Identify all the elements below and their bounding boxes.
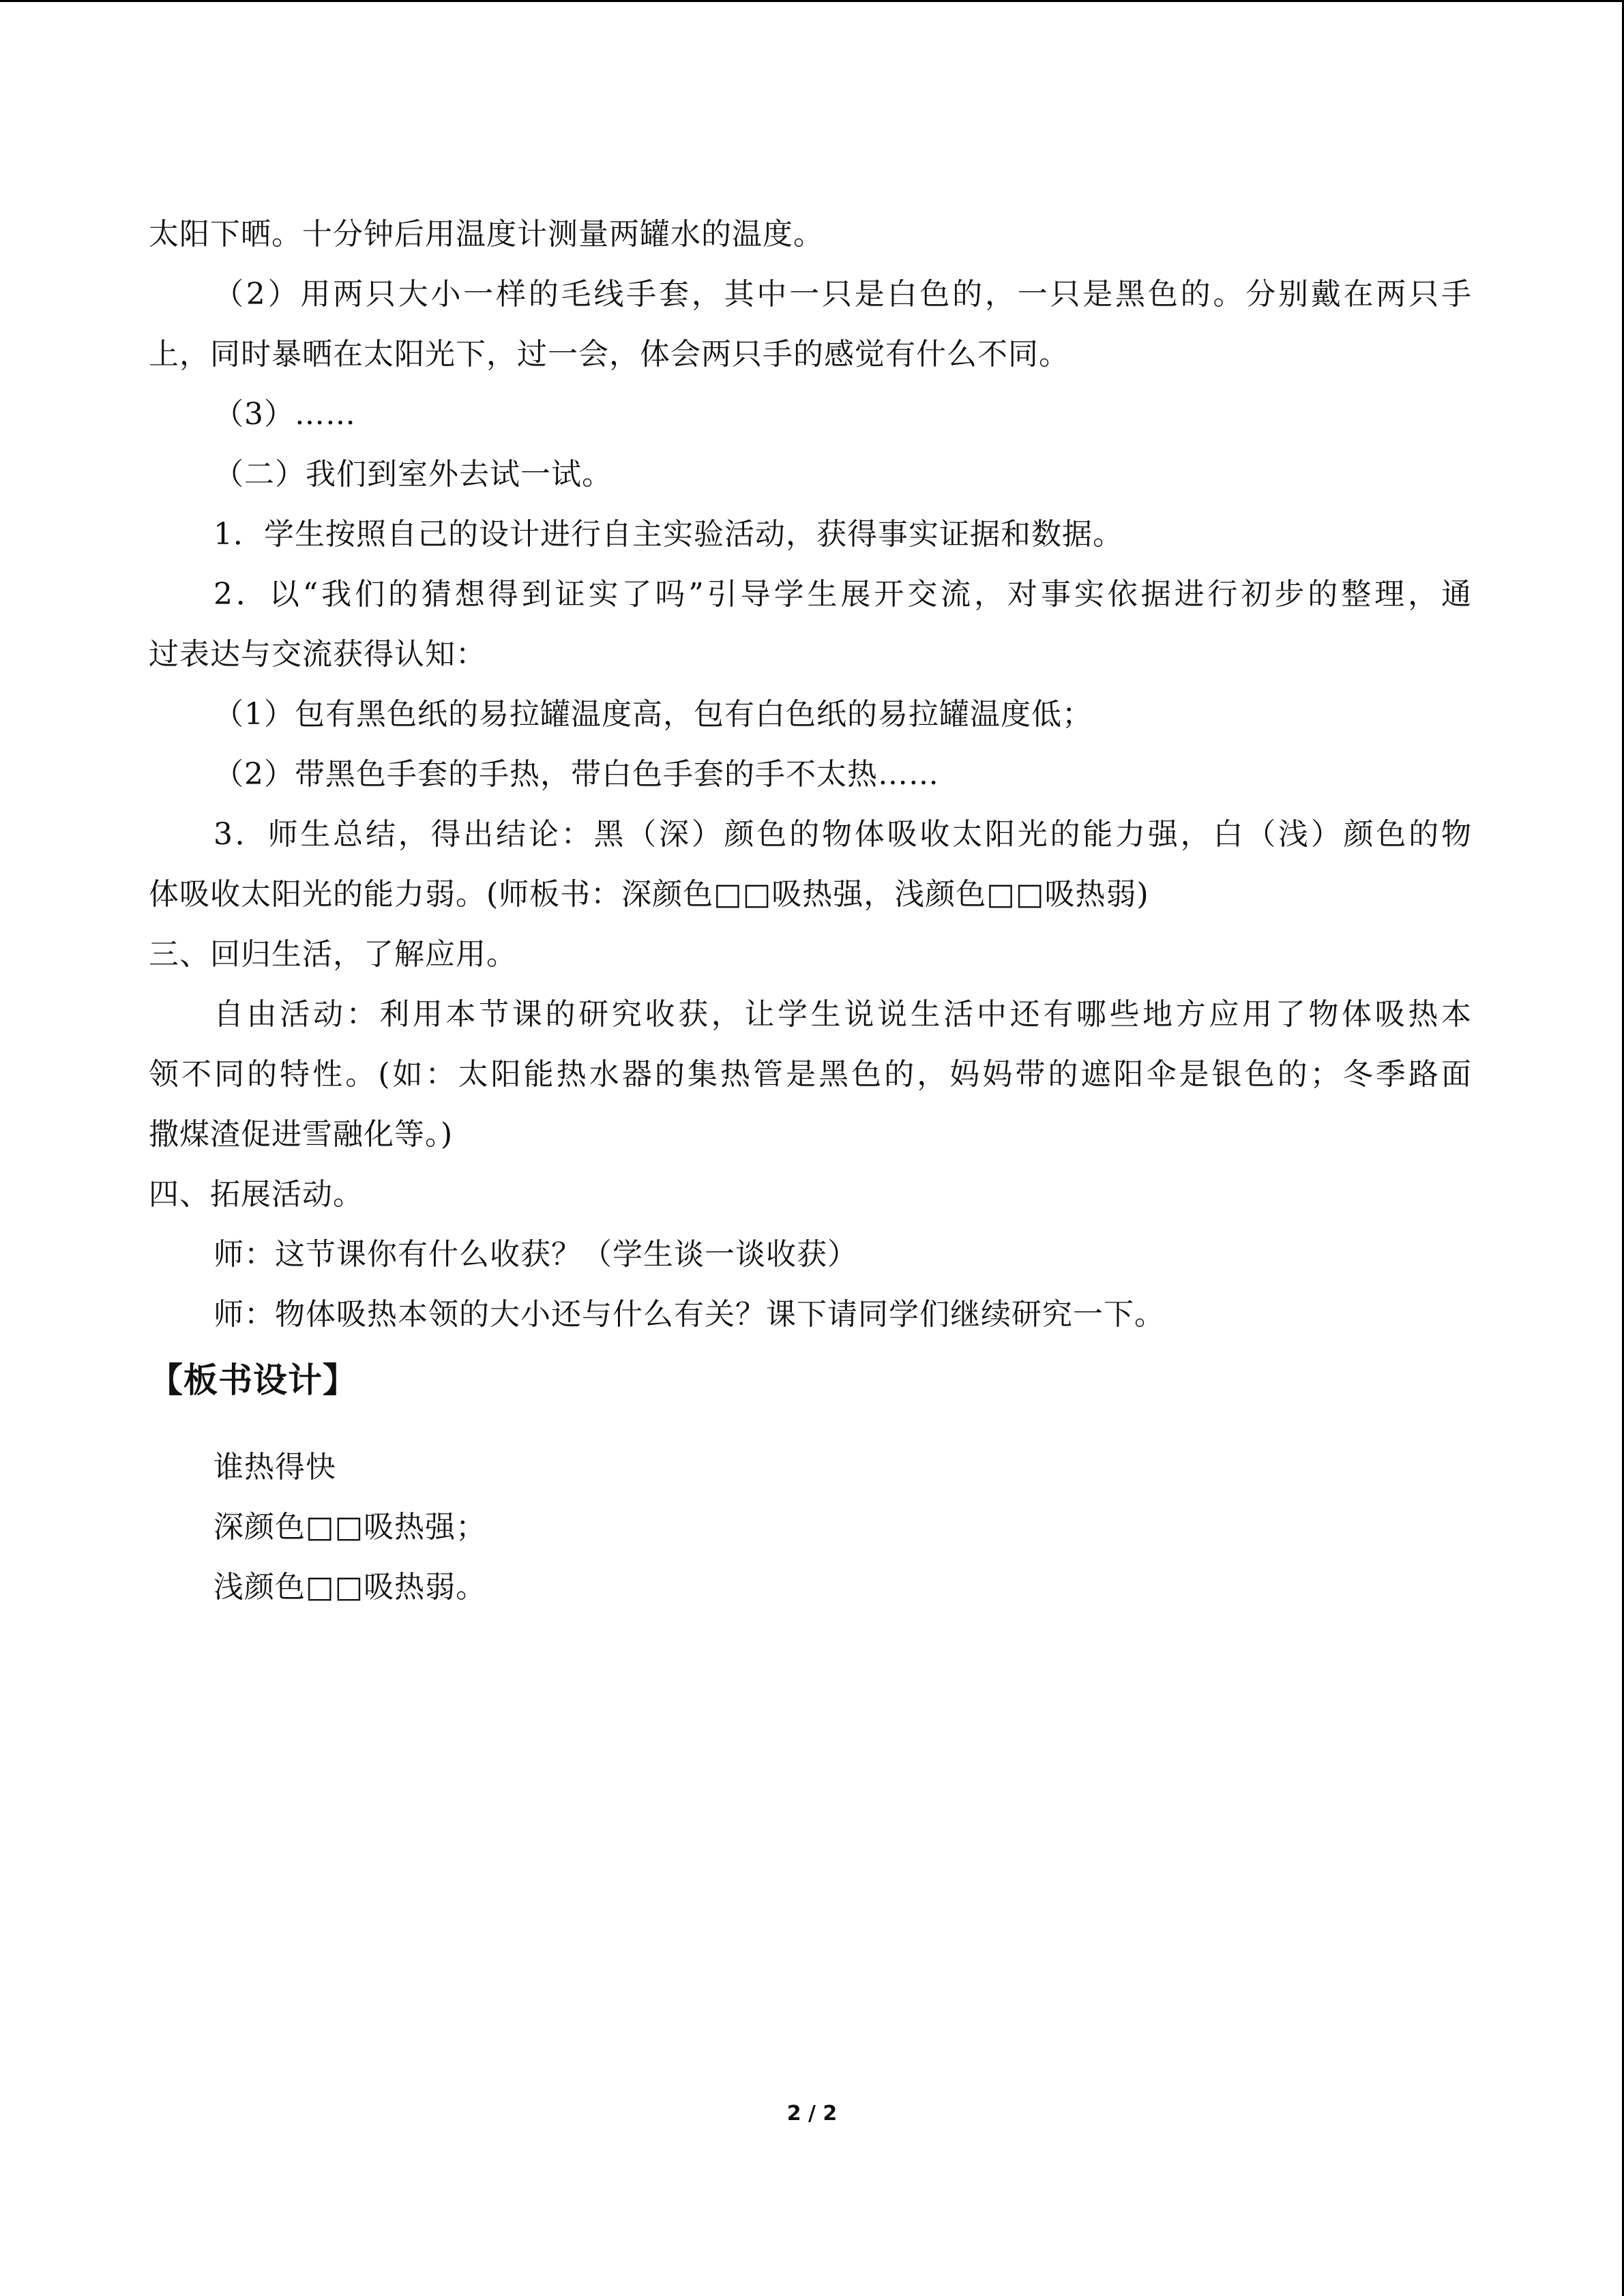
board-line: 谁热得快 [213, 1450, 336, 1485]
text-line: （1）包有黑色纸的易拉罐温度高，包有白色纸的易拉罐温度低； [213, 697, 1093, 732]
text-line: 领不同的特性。(如：太阳能热水器的集热管是黑色的，妈妈带的遮阳伞是银色的；冬季路面 [149, 1057, 1472, 1092]
document-body [149, 205, 1472, 1617]
section-heading: 三、回归生活，了解应用。 [149, 937, 517, 972]
board-line: 深颜色□□吸热强； [213, 1510, 487, 1545]
text-line: （2）用两只大小一样的毛线手套，其中一只是白色的，一只是黑色的。分别戴在两只手 [213, 277, 1472, 312]
page-top-border [0, 0, 1624, 2]
text-line: 自由活动：利用本节课的研究收获，让学生说说生活中还有哪些地方应用了物体吸热本 [213, 997, 1472, 1032]
text-line: 2．以“我们的猜想得到证实了吗”引导学生展开交流，对事实依据进行初步的整理，通 [213, 577, 1472, 612]
text-line: 3．师生总结，得出结论：黑（深）颜色的物体吸收太阳光的能力强，白（浅）颜色的物 [213, 817, 1472, 852]
text-line: 太阳下晒。十分钟后用温度计测量两罐水的温度。 [149, 217, 824, 252]
text-line: 撒煤渣促进雪融化等。) [149, 1117, 454, 1152]
board-design-title: 【板书设计】 [149, 1360, 357, 1400]
text-line: 过表达与交流获得认知： [149, 637, 486, 672]
text-line: （3）…… [213, 397, 356, 432]
text-line: 体吸收太阳光的能力弱。(师板书：深颜色□□吸热强，浅颜色□□吸热弱) [149, 877, 1149, 912]
text-line: （2）带黑色手套的手热，带白色手套的手不太热…… [213, 757, 939, 792]
subsection-heading: （二）我们到室外去试一试。 [213, 457, 612, 492]
page-number: 2 / 2 [786, 2102, 838, 2126]
section-heading: 四、拓展活动。 [149, 1177, 364, 1212]
text-line: 师：物体吸热本领的大小还与什么有关？课下请同学们继续研究一下。 [213, 1297, 1165, 1332]
text-line: 师：这节课你有什么收获？（学生谈一谈收获） [213, 1237, 858, 1272]
board-line: 浅颜色□□吸热弱。 [213, 1570, 487, 1605]
spacer [149, 1414, 1472, 1437]
text-line: 1．学生按照自己的设计进行自主实验活动，获得事实证据和数据。 [213, 517, 1123, 552]
text-line: 上，同时暴晒在太阳光下，过一会，体会两只手的感觉有什么不同。 [149, 337, 1069, 372]
